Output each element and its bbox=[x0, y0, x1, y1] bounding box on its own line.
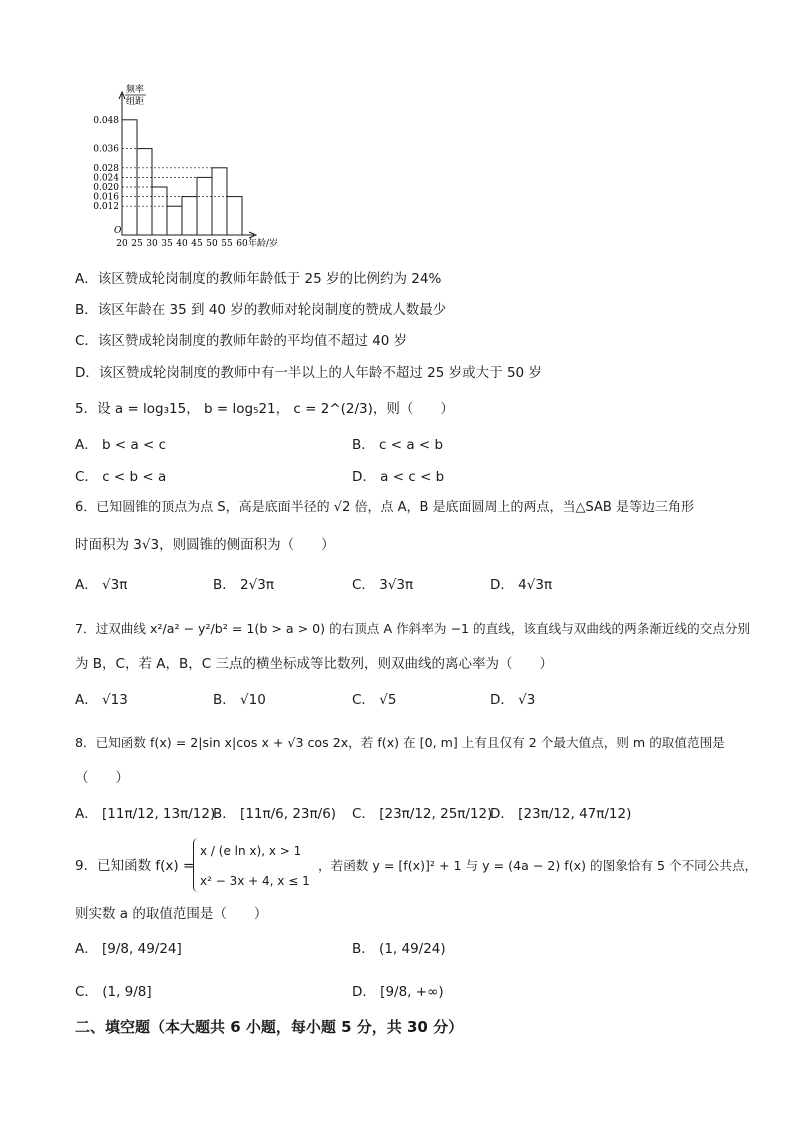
q9-option-c: C． (1, 9/8] bbox=[75, 984, 152, 1000]
section-title: 二、填空题（本大题共 6 小题，每小题 5 分，共 30 分） bbox=[75, 1018, 464, 1036]
q8-option-c: C． [23π/12, 25π/12) bbox=[352, 806, 493, 822]
q9-option-b: B． (1, 49/24) bbox=[352, 941, 446, 957]
q5-option-c: C． c < b < a bbox=[75, 469, 167, 485]
q6-option-d: D． 4√3π bbox=[490, 577, 553, 593]
q6-option-b: B． 2√3π bbox=[213, 577, 274, 593]
histogram-bar bbox=[152, 187, 167, 235]
histogram-bar bbox=[227, 197, 242, 235]
histogram-bar bbox=[167, 206, 182, 235]
q8-stem-line1: 8．已知函数 f(x) = 2|sin x|cos x + √3 cos 2x，若 f(x) 在 [0, m] 上有且仅有 2 个最大值点，则 m 的取值范围是 bbox=[75, 735, 725, 750]
y-tick-label: 0.016 bbox=[93, 192, 119, 203]
q8-option-b: B． [11π/6, 23π/6) bbox=[213, 806, 337, 822]
y-tick-label: 0.012 bbox=[93, 202, 119, 213]
y-axis-label-bottom: 组距 bbox=[126, 97, 145, 107]
x-tick-label: 55 bbox=[221, 239, 233, 249]
origin-label: O bbox=[114, 226, 122, 236]
q4-option-c: C．该区赞成轮岗制度的教师年龄的平均值不超过 40 岁 bbox=[75, 333, 408, 349]
q6-stem-line1: 6．已知圆锥的顶点为点 S，高是底面半径的 √2 倍，点 A，B 是底面圆周上的两点，当△SAB 是等边三角形 bbox=[75, 500, 694, 515]
x-tick-label: 20 bbox=[116, 239, 128, 249]
q7-stem-line1: 7．过双曲线 x²/a² − y²/b² = 1(b > a > 0) 的右顶点 A 作斜率为 −1 的直线，该直线与双曲线的两条渐近线的交点分别 bbox=[75, 621, 751, 636]
q8-option-d: D． [23π/12, 47π/12) bbox=[490, 806, 632, 822]
q8-option-a: A． [11π/12, 13π/12) bbox=[75, 806, 216, 822]
q9-piecewise-brace bbox=[193, 838, 198, 892]
q7-option-d: D． √3 bbox=[490, 692, 536, 708]
x-axis-unit-label: 年龄/岁 bbox=[248, 239, 279, 249]
y-axis-label-top: 频率 bbox=[126, 85, 145, 95]
x-tick-label: 40 bbox=[176, 239, 188, 249]
q7-option-b: B． √10 bbox=[213, 692, 266, 708]
q9-option-a: A． [9/8, 49/24] bbox=[75, 941, 182, 957]
x-tick-label: 50 bbox=[206, 239, 218, 249]
x-tick-label: 30 bbox=[146, 239, 158, 249]
q5-option-d: D． a < c < b bbox=[352, 469, 445, 485]
x-tick-label: 60 bbox=[236, 239, 248, 249]
y-tick-label: 0.024 bbox=[93, 173, 119, 184]
q9-stem-part1: 9．已知函数 f(x) = bbox=[75, 858, 195, 874]
y-tick-label: 0.028 bbox=[93, 163, 119, 174]
q6-stem-line2: 时面积为 3√3，则圆锥的侧面积为（ ） bbox=[75, 537, 335, 553]
q5-option-b: B． c < a < b bbox=[352, 437, 444, 453]
histogram-bar bbox=[182, 197, 197, 235]
q5-option-a: A． b < a < c bbox=[75, 437, 167, 453]
histogram-bar bbox=[137, 149, 152, 235]
q6-option-c: C． 3√3π bbox=[352, 577, 414, 593]
x-tick-label: 25 bbox=[131, 239, 143, 249]
q8-stem-line2: （ ） bbox=[75, 770, 129, 786]
q4-option-b: B．该区年龄在 35 到 40 岁的教师对轮岗制度的赞成人数最少 bbox=[75, 302, 447, 318]
q4-option-a: A．该区赞成轮岗制度的教师年龄低于 25 岁的比例约为 24% bbox=[75, 271, 442, 287]
q5-stem: 5．设 a = log₃15， b = log₅21， c = 2^(2/3)，则（ ） bbox=[75, 401, 454, 417]
histogram-bar bbox=[197, 177, 212, 235]
y-tick-label: 0.048 bbox=[93, 115, 119, 126]
q7-option-c: C． √5 bbox=[352, 692, 397, 708]
q9-stem-part2: ，若函数 y = [f(x)]² + 1 与 y = (4a − 2) f(x) 的图象恰有 5 个不同公共点， bbox=[318, 858, 758, 873]
age-histogram bbox=[72, 82, 282, 252]
q9-stem-line2: 则实数 a 的取值范围是（ ） bbox=[75, 906, 268, 922]
q6-option-a: A． √3π bbox=[75, 577, 128, 593]
q4-option-d: D．该区赞成轮岗制度的教师中有一半以上的人年龄不超过 25 岁或大于 50 岁 bbox=[75, 365, 542, 381]
x-tick-label: 45 bbox=[191, 239, 203, 249]
y-tick-label: 0.036 bbox=[93, 144, 119, 155]
q9-case1: x / (e ln x), x > 1 bbox=[200, 844, 302, 858]
q9-option-d: D． [9/8, +∞) bbox=[352, 984, 444, 1000]
q9-case2: x² − 3x + 4, x ≤ 1 bbox=[200, 874, 310, 888]
x-tick-label: 35 bbox=[161, 239, 173, 249]
q7-option-a: A． √13 bbox=[75, 692, 128, 708]
q7-stem-line2: 为 B，C，若 A，B，C 三点的横坐标成等比数列，则双曲线的离心率为（ ） bbox=[75, 656, 553, 672]
y-tick-label: 0.020 bbox=[93, 183, 119, 193]
histogram-bar bbox=[212, 168, 227, 235]
